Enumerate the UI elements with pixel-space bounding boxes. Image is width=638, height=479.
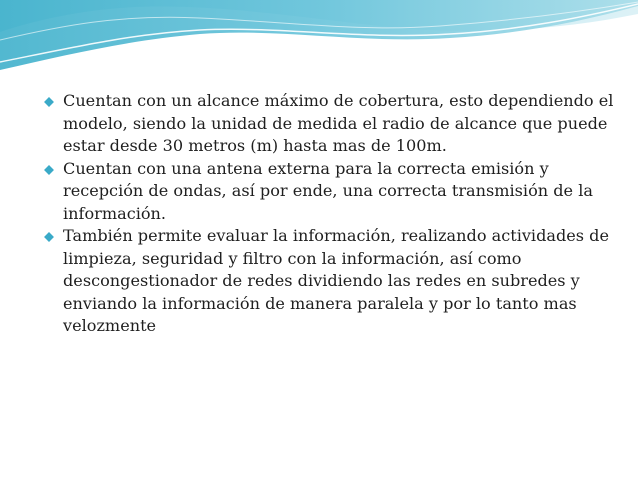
- wave-front: [0, 0, 638, 70]
- diamond-bullet-icon: [44, 97, 54, 107]
- wave-header-decoration: [0, 0, 638, 80]
- bullet-text: Cuentan con un alcance máximo de cobertura, esto dependiendo el modelo, siendo la unidad de medida el radio de alcance que puede estar desde 30 metros (m) hasta mas de 100m.: [63, 91, 614, 155]
- diamond-bullet-icon: [44, 232, 54, 242]
- list-item: [44, 158, 619, 226]
- bullet-text: También permite evaluar la información, realizando actividades de limpieza, seguridad y filtro con la información, así como descongestionador de redes dividiendo las redes en subredes y enviando la información de manera paralela y por lo tanto mas velozmente: [63, 226, 610, 335]
- bullet-list: [44, 90, 619, 338]
- bullet-text: Cuentan con una antena externa para la correcta emisión y recepción de ondas, así por ende, una correcta transmisión de la información.: [63, 158, 593, 223]
- list-item: [44, 90, 619, 158]
- slide-content: [44, 90, 619, 338]
- diamond-bullet-icon: [44, 165, 54, 175]
- list-item: [44, 225, 619, 338]
